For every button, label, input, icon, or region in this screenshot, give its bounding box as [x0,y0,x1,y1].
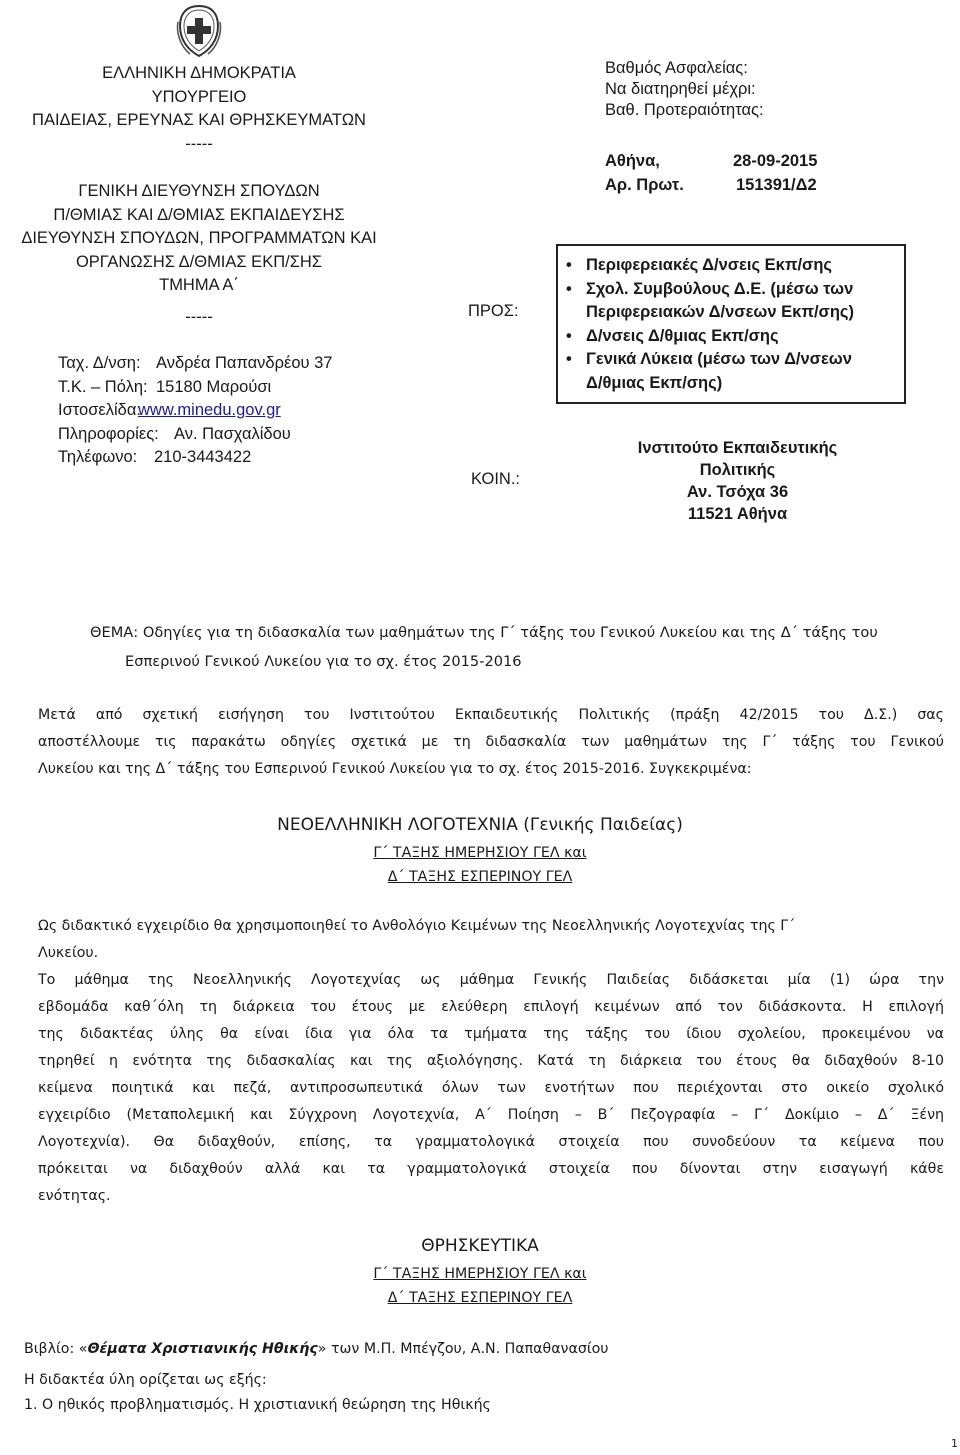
list-item-continuation: Περιφερειακών Δ/νσεων Εκπ/σης) [586,303,854,321]
division-line: ΤΜΗΜΑ Α΄ [159,276,239,294]
recipients-list [566,254,854,395]
scope-line: Η διδακτέα ύλη ορίζεται ως εξής: [24,1372,267,1388]
header-separator: ----- [185,134,213,153]
bullet-icon: • [566,350,572,368]
list-item-continuation: Δ/θμιας Εκπ/σης) [586,373,723,392]
page-number: 1 [951,1437,958,1450]
cc-recipient: Ινστιτούτο Εκπαιδευτικής Πολιτικής Αν. Τσόχα 36 11521 Αθήνα [637,439,838,523]
address-value: Ανδρέα Παπανδρέου 37 [156,354,333,372]
info-label: Πληροφορίες: [58,424,159,443]
division-separator: ----- [185,308,213,326]
contact-phone [58,446,332,470]
book-title: Θέματα Χριστιανικής Ηθικής [87,1341,318,1357]
paragraph-line: κείμενα ποιητικά και πεζά, αντιπροσωπευτικά όλων των ενοτήτων που περιέχονται στο οικείο σχολικό [38,1080,944,1096]
list-item: • Δ/νσεις Δ/θμιας Εκπ/σης [586,325,854,349]
book-line: Βιβλίο: «Θέματα Χριστιανικής Ηθικής» των Μ.Π. Μπέγζου, Α.Ν. Παπαθανασίου [24,1341,609,1357]
list-item: • Περιφερειακές Δ/νσεις Εκπ/σης [586,254,854,278]
protocol-place: Αθήνα, [605,152,660,170]
to-label: ΠΡΟΣ: [468,302,519,320]
city-label: Τ.Κ. – Πόλη: [58,377,148,396]
section-subtitle: Δ΄ ΤΑΞΗΣ ΕΣΠΕΡΙΝΟΥ ΓΕΛ [387,869,573,885]
section-subtitle: Γ΄ ΤΑΞΗΣ ΗΜΕΡΗΣΙΟΥ ΓΕΛ και [373,845,587,861]
protocol-number-label: Αρ. Πρωτ. [605,176,684,194]
city-value: 15180 Μαρούσι [156,377,272,396]
bullet-icon: • [566,256,572,274]
header-line: ΥΠΟΥΡΓΕΙΟ [151,87,247,106]
list-item: • Σχολ. Συμβούλους Δ.Ε. (μέσω των [586,278,854,302]
contact-info [58,423,332,447]
phone-label: Τηλέφωνο: [58,448,138,466]
ministry-header [0,62,398,156]
division-header [0,180,398,298]
division-line: ΔΙΕΥΘΥΝΣΗ ΣΠΟΥΔΩΝ, ΠΡΟΓΡΑΜΜΑΤΩΝ ΚΑΙ [21,229,377,247]
contact-block [58,352,332,470]
protocol-date: 28-09-2015 [733,152,818,170]
contact-address [58,352,332,376]
intro-line: Μετά από σχετική εισήγηση του Ινστιτούτου Εκπαιδευτικής Πολιτικής (πράξη 42/2015 του Δ.Σ.) σας [38,707,944,723]
bullet-icon: • [566,279,572,298]
address-label: Ταχ. Δ/νση: [58,354,141,372]
paragraph-line: Ως διδακτικό εγχειρίδιο θα χρησιμοποιηθεί το Ανθολόγιο Κειμένων της Νεοελληνικής Λογοτεχνίας της Γ΄ [38,918,796,934]
contact-city [58,376,332,400]
keep-until: Να διατηρηθεί μέχρι: [605,80,756,98]
division-line: ΓΕΝΙΚΗ ΔΙΕΥΘΥΝΣΗ ΣΠΟΥΔΩΝ [78,182,320,200]
header-line: ΕΛΛΗΝΙΚΗ ΔΗΜΟΚΡΑΤΙΑ [102,64,296,82]
cc-label: ΚΟΙΝ.: [471,470,521,488]
greek-emblem-icon [174,4,224,58]
subject-line-2: Εσπερινού Γενικού Λυκείου για το σχ. έτος 2015-2016 [125,653,522,670]
paragraph-line: Λογοτεχνία). Θα διδαχθούν, επίσης, τα γραμματολογικά στοιχεία που συνοδεύουν τα κείμενα που [38,1134,944,1150]
paragraph-line: τηρηθεί η ενότητα της διδασκαλίας και της αξιολόγησης. Κατά τη διάρκεια του έτους θα διδαχθούν 8-10 [38,1053,944,1069]
intro-line: αποστέλλουμε τις παρακάτω οδηγίες σχετικά με τη διδασκαλία των μαθημάτων της Γ΄ τάξης του Γενικού [38,734,944,750]
paragraph-line: πρόκειται να διδαχθούν αλλά και τα γραμματολογικά στοιχεία που δίνονται στην εισαγωγή κάθε [38,1161,944,1177]
contact-site [58,399,332,423]
phone-value: 210-3443422 [154,448,252,466]
division-line: ΟΡΓΑΝΩΣΗΣ Δ/ΘΜΙΑΣ ΕΚΠ/ΣΗΣ [75,252,323,271]
site-link[interactable]: www.minedu.gov.gr [138,401,281,419]
scope-item: 1. Ο ηθικός προβληματισμός. Η χριστιανική θεώρηση της Ηθικής [24,1397,491,1413]
bullet-icon: • [566,326,572,345]
priority-level: Βαθ. Προτεραιότητας: [605,101,764,119]
list-item: • Γενικά Λύκεια (μέσω των Δ/νσεων [586,348,854,372]
security-block [605,58,764,121]
info-value: Αν. Πασχαλίδου [174,424,291,443]
security-level: Βαθμός Ασφαλείας: [605,59,748,77]
site-label: Ιστοσελίδα: [58,401,141,419]
header-line: ΠΑΙΔΕΙΑΣ, ΕΡΕΥΝΑΣ ΚΑΙ ΘΡΗΣΚΕΥΜΑΤΩΝ [32,111,366,129]
protocol-number: 151391/Δ2 [736,176,817,194]
section-subtitle: Δ΄ ΤΑΞΗΣ ΕΣΠΕΡΙΝΟΥ ΓΕΛ [387,1290,573,1306]
section-subtitle: Γ΄ ΤΑΞΗΣ ΗΜΕΡΗΣΙΟΥ ΓΕΛ και [373,1266,587,1282]
paragraph-line: εγχειρίδιο (Μεταπολεμική και Σύγχρονη Λογοτεχνία, Α΄ Ποίηση – Β΄ Πεζογραφία – Γ΄ Δοκίμιο – Δ΄ Ξένη [38,1107,944,1123]
paragraph-line: εβδομάδα καθ΄όλη τη διάρκεια του έτους με ελεύθερη επιλογή κειμένων από τον διδάσκοντα. Η επιλογή [38,999,944,1015]
paragraph-line: Το μάθημα της Νεοελληνικής Λογοτεχνίας ως μάθημα Γενικής Παιδείας διδάσκεται μία (1) ώρα την [38,972,944,988]
section-title: ΝΕΟΕΛΛΗΝΙΚΗ ΛΟΓΟΤΕΧΝΙΑ (Γενικής Παιδείας) [277,815,683,835]
paragraph-line: της διδακτέας ύλης θα είναι ίδια για όλα τα τμήματα της τάξης του ίδιου σχολείου, προκειμένου να [38,1026,944,1042]
paragraph-line: ενότητας. [38,1188,111,1204]
section-title: ΘΡΗΣΚΕΥΤΙΚΑ [421,1236,539,1256]
subject-line: ΘΕΜΑ: Οδηγίες για τη διδασκαλία των μαθημάτων της Γ΄ τάξης του Γενικού Λυκείου και της Δ΄ τάξης του [90,624,878,641]
division-line: Π/ΘΜΙΑΣ ΚΑΙ Δ/ΘΜΙΑΣ ΕΚΠΑΙΔΕΥΣΗΣ [53,205,345,224]
intro-line: Λυκείου και της Δ΄ τάξης του Εσπερινού Γενικού Λυκείου για το σχ. έτος 2015-2016. Συγκεκριμένα: [38,761,752,777]
paragraph-line: Λυκείου. [38,945,99,961]
